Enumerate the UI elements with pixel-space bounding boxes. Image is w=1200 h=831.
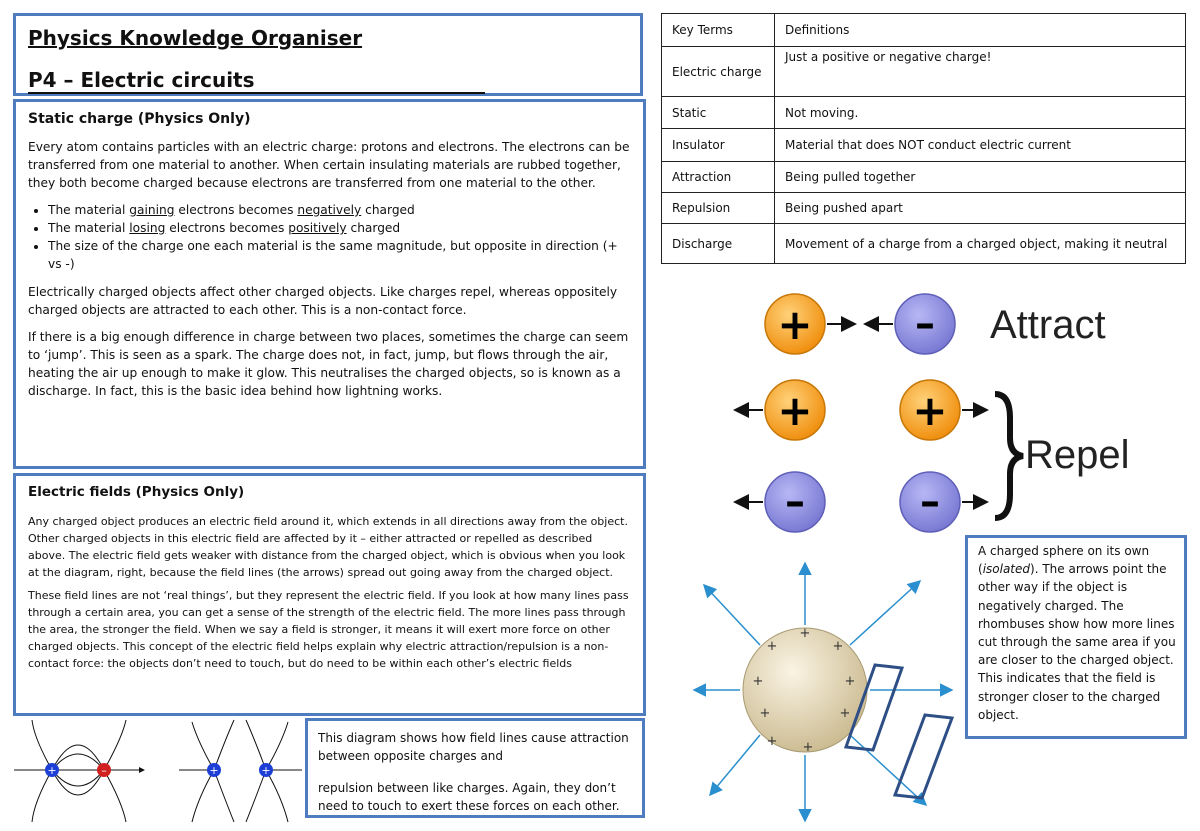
electric-fields-paragraph-2: These field lines are not ‘real things’, but they represent the electric field. If you look at how many lines pass through a certain area, you can get a sense of the strength of the electric field. The more lines pass through the area, the stronger the field. When we say a field is stronger, it means it will exert more force on other charged objects. This concept of the electric field helps explain why electric attraction/repulsion is a non-contact force: the objects don’t need to touch, but do need to be within each other’s electric fields <box>28 589 629 670</box>
static-charge-heading: Static charge (Physics Only) <box>28 111 251 127</box>
sphere-plus-2: + <box>766 639 778 654</box>
sphere-plus-3: + <box>832 639 844 654</box>
table-row <box>662 97 1186 129</box>
page-title: Physics Knowledge Organiser <box>28 26 363 50</box>
attract-repel-diagram <box>725 288 1195 538</box>
static-charge-paragraph-3: If there is a big enough difference in charge between two places, sometimes the charge can seem to ‘jump’. This is seen as a spark. The charge does not, in fact, jump, but flows through the air, heating the air up enough to make it glow. This neutralises the charged objects, so is known as a discharge. In fact, this is the basic idea behind how lightning works. <box>28 330 629 398</box>
attract-label: Attract <box>990 303 1106 347</box>
sphere-plus-1: + <box>799 626 811 641</box>
header-term: Key Terms <box>662 14 775 47</box>
repel-plus-label-1: + <box>209 764 219 777</box>
static-charge-paragraph-1: Every atom contains particles with an electric charge: protons and electrons. The electrons can be transferred from one material to another. When certain insulating materials are rubbed together, they both become charged because electrons are transferred from one material to the other. <box>28 140 630 190</box>
key-terms-table <box>661 13 1186 264</box>
table-row <box>662 129 1186 162</box>
attract-minus-label: – <box>101 764 107 777</box>
definition-cell: Being pushed apart <box>775 193 1186 224</box>
repel-positive-sign-1: + <box>777 386 813 435</box>
term-cell: Discharge <box>662 224 775 264</box>
electric-fields-panel <box>13 473 646 716</box>
definition-cell: Movement of a charge from a charged object, making it neutral <box>775 224 1186 264</box>
term-cell: Attraction <box>662 162 775 193</box>
field-caption-line-1: This diagram shows how field lines cause attraction between opposite charges and <box>318 731 629 763</box>
table-header-row <box>662 14 1186 47</box>
sphere-plus-7: + <box>839 706 851 721</box>
repel-brace-icon <box>995 394 1023 518</box>
static-charge-bullets <box>28 201 631 273</box>
definition-cell: Being pulled together <box>775 162 1186 193</box>
repel-plus-label-2: + <box>261 764 271 777</box>
static-charge-panel <box>13 99 646 469</box>
sphere-caption-panel <box>965 535 1187 739</box>
electric-fields-paragraph-1: Any charged object produces an electric field around it, which extends in all directions away from the object. Other charged objects in this electric field are affected by it – either attracted or repelled as described above. The electric field gets weaker with distance from the charged object, which is obvious when you look at the diagram, right, because the field lines (the arrows) spread out going away from the charged object. <box>28 515 628 579</box>
definition-cell: Just a positive or negative charge! <box>775 47 1186 97</box>
electric-fields-heading: Electric fields (Physics Only) <box>28 484 245 500</box>
term-cell: Repulsion <box>662 193 775 224</box>
table-row <box>662 193 1186 224</box>
attract-positive-sign: + <box>777 300 813 349</box>
table-row <box>662 224 1186 264</box>
definition-cell: Not moving. <box>775 97 1186 129</box>
field-caption-panel <box>305 718 645 818</box>
term-cell: Electric charge <box>662 47 775 97</box>
term-cell: Static <box>662 97 775 129</box>
attract-plus-label: + <box>47 764 57 777</box>
table-row <box>662 162 1186 193</box>
field-lines-diagram <box>14 718 304 826</box>
sphere-plus-6: + <box>759 706 771 721</box>
repel-negative-sign-1: – <box>785 479 805 525</box>
repel-negative-sign-2: – <box>920 479 940 525</box>
definition-cell: Material that does NOT conduct electric current <box>775 129 1186 162</box>
sphere-plus-8: + <box>766 734 778 749</box>
charged-sphere-diagram <box>690 555 960 830</box>
sphere-caption: A charged sphere on its own (isolated). The arrows point the other way if the object is negatively charged. The rhombuses show how more lines cut through the same area if you are closer to the charged object. This indicates that the field is stronger closer to the charged object. <box>978 544 1176 722</box>
repel-positive-sign-2: + <box>912 386 948 435</box>
bullet-losing: • The material losing electrons becomes positively charged <box>48 219 631 237</box>
sphere-plus-4: + <box>752 674 764 689</box>
page-subtitle: P4 – Electric circuits <box>28 68 485 94</box>
bullet-magnitude: • The size of the charge one each material is the same magnitude, but opposite in direction (+ vs -) <box>48 237 631 273</box>
rhombus-far <box>895 715 952 798</box>
repel-label: Repel <box>1025 433 1130 477</box>
static-charge-paragraph-2: Electrically charged objects affect other charged objects. Like charges repel, whereas oppositely charged objects are attracted to each other. This is a non-contact force. <box>28 285 618 317</box>
sphere-plus-5: + <box>844 674 856 689</box>
table-row <box>662 47 1186 97</box>
bullet-gaining: • The material gaining electrons becomes negatively charged <box>48 201 631 219</box>
term-cell: Insulator <box>662 129 775 162</box>
attract-negative-sign: – <box>915 301 935 347</box>
field-caption-line-2: repulsion between like charges. Again, they don’t need to touch to exert these forces on each other. <box>318 781 620 813</box>
title-panel <box>13 13 643 96</box>
header-definition: Definitions <box>775 14 1186 47</box>
sphere-plus-9: + <box>802 740 814 755</box>
